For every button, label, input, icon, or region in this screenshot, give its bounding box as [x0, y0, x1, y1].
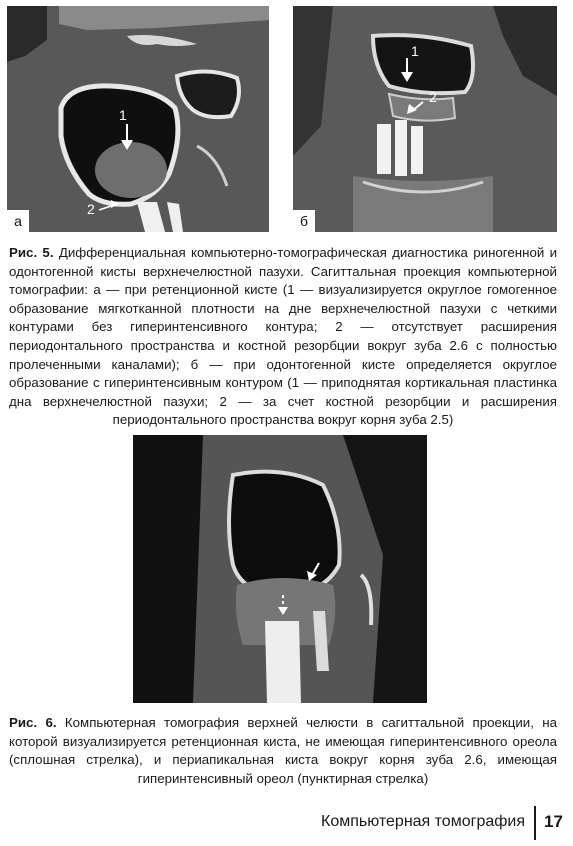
ct-image-6: [133, 435, 427, 703]
figure5-caption-label: Рис. 5.: [9, 245, 54, 260]
ct-scan-5b: [293, 6, 557, 232]
figure6-caption-label: Рис. 6.: [9, 715, 57, 730]
panel-label-a: а: [7, 210, 29, 232]
page-number: 17: [544, 812, 563, 831]
figure6-caption-text: Компьютерная томография верхней челюсти в сагиттальной проекции, на которой визуализируется ретенционная киста, не имеющая гиперинтенсивного ореола (сплошная стрелка), и периапикальная киста вокруг корня зуба 2.6, имеющая гиперинтенсивный ореол (пунктирная стрелка): [9, 715, 557, 786]
ct-scan-5a: [7, 6, 269, 232]
annotation-5b-1: 1: [411, 43, 419, 59]
ct-scan-6: [133, 435, 427, 703]
footer-divider: [534, 806, 536, 840]
running-footer-title: Компьютерная томография: [321, 813, 525, 830]
annotation-5b-2: 2: [429, 89, 437, 105]
panel-label-b: б: [293, 210, 315, 232]
ct-image-5b: [293, 6, 557, 232]
ct-image-5a: [7, 6, 269, 232]
figure5-caption: [9, 244, 557, 430]
figure5-caption-text: Дифференциальная компьютерно-томографическая диагностика риногенной и одонтогенной кисты верхнечелюстной пазухи. Сагиттальная проекция компьютерной томографии: а — при ретенционной кисте (1 — визуализируется округлое гомогенное образование мягкотканной плотности на дне верхнечелюстной пазухи с четкими контурами без гиперинтенсивного контура; 2 — отсутствует расширения периодонтального пространства и костной резорбции вокруг зуба 2.6 с полностью пролеченными каналами); б — при одонтогенной кисте определяется округлое образование с гиперинтенсивным контуром (1 — приподнятая кортикальная пластинка дна верхнечелюстной пазухи; 2 — за счет костной резорбции и расширения периодонтального пространства вокруг корня зуба 2.5): [9, 245, 557, 428]
annotation-5a-1: 1: [119, 107, 127, 123]
figure6-caption: [9, 714, 557, 788]
annotation-5a-2: 2: [87, 201, 95, 217]
